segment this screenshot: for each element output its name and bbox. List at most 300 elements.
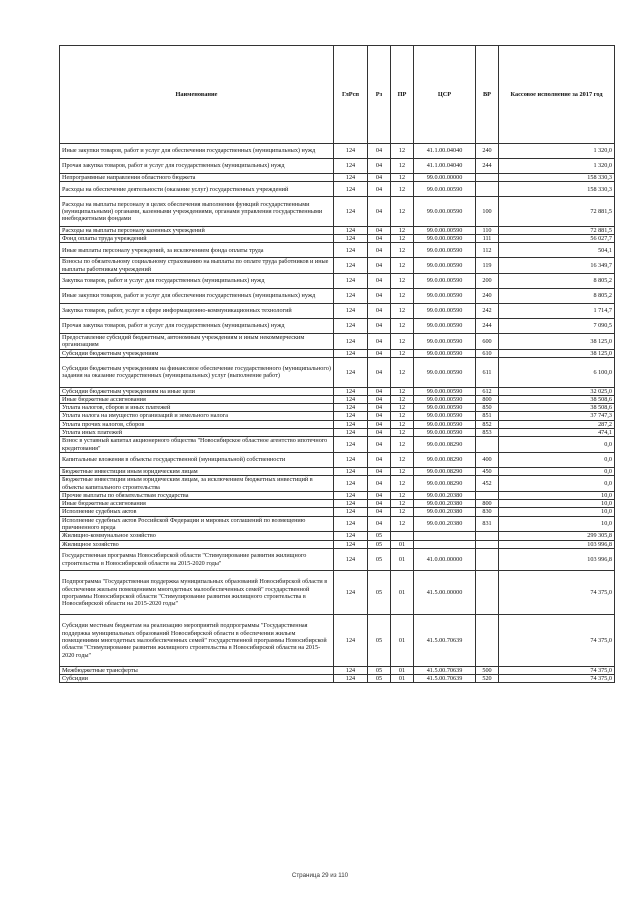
cell-vr [476, 174, 499, 182]
cell-csr: 99.0.00.00590 [414, 235, 476, 243]
cell-name: Взнос в уставный капитал акционерного общества "Новосибирское областное агентство ипотечного кредитования" [60, 437, 334, 453]
cell-pr: 01 [391, 666, 414, 674]
cell-vr: 452 [476, 476, 499, 492]
cell-amount: 6 100,0 [499, 357, 615, 387]
cell-grs: 124 [334, 159, 368, 174]
cell-csr: 99.0.00.00590 [414, 274, 476, 289]
cell-grs: 124 [334, 540, 368, 548]
cell-rz: 04 [368, 467, 391, 475]
cell-vr [476, 548, 499, 570]
cell-pr: 12 [391, 395, 414, 403]
cell-amount: 10,0 [499, 500, 615, 508]
cell-pr: 01 [391, 675, 414, 683]
cell-vr: 240 [476, 144, 499, 159]
cell-name: Непрограммные направления областного бюджета [60, 174, 334, 182]
cell-rz: 04 [368, 226, 391, 234]
cell-vr: 830 [476, 508, 499, 516]
table-row [60, 615, 615, 667]
cell-csr: 41.5.00.00000 [414, 571, 476, 615]
cell-name: Прочая закупка товаров, работ и услуг для государственных (муниципальных) нужд [60, 319, 334, 334]
cell-rz: 05 [368, 615, 391, 667]
cell-rz: 04 [368, 412, 391, 420]
cell-rz: 04 [368, 258, 391, 274]
cell-csr [414, 532, 476, 540]
page-footer: Страница 29 из 110 [291, 872, 349, 879]
cell-vr: 400 [476, 452, 499, 467]
cell-vr: 851 [476, 412, 499, 420]
cell-name: Исполнение судебных актов Российской Федерации и мировых соглашений по возмещению причиненного вреда [60, 516, 334, 532]
cell-name: Иные бюджетные ассигнования [60, 395, 334, 403]
cell-amount: 38 125,0 [499, 349, 615, 357]
cell-pr: 12 [391, 226, 414, 234]
header-name: Наименование [60, 46, 334, 144]
cell-rz: 04 [368, 476, 391, 492]
table-body [60, 144, 615, 683]
cell-grs: 124 [334, 437, 368, 453]
table-row [60, 349, 615, 357]
cell-amount: 38 508,6 [499, 404, 615, 412]
cell-rz: 04 [368, 334, 391, 350]
cell-amount: 0,0 [499, 452, 615, 467]
cell-pr: 12 [391, 387, 414, 395]
cell-vr [476, 491, 499, 499]
cell-rz: 04 [368, 404, 391, 412]
table-row [60, 452, 615, 467]
cell-name: Взносы по обязательному социальному страхованию на выплаты по оплате труда работников и иные выплаты работникам учреждений [60, 258, 334, 274]
cell-csr: 99.0.00.00590 [414, 429, 476, 437]
cell-name: Жилищное хозяйство [60, 540, 334, 548]
cell-pr: 12 [391, 304, 414, 319]
cell-amount: 158 330,3 [499, 182, 615, 197]
table-row [60, 334, 615, 350]
cell-csr: 99.0.00.20380 [414, 491, 476, 499]
cell-name: Расходы на обеспечение деятельности (оказание услуг) государственных учреждений [60, 182, 334, 197]
cell-pr: 12 [391, 491, 414, 499]
cell-grs: 124 [334, 500, 368, 508]
cell-csr: 99.0.00.00590 [414, 304, 476, 319]
cell-amount: 8 805,2 [499, 274, 615, 289]
cell-pr: 12 [391, 197, 414, 227]
cell-pr: 12 [391, 476, 414, 492]
cell-csr: 99.0.00.08290 [414, 452, 476, 467]
cell-grs: 124 [334, 516, 368, 532]
cell-grs: 124 [334, 258, 368, 274]
cell-name: Жилищно-коммунальное хозяйство [60, 532, 334, 540]
cell-pr: 12 [391, 349, 414, 357]
cell-amount: 0,0 [499, 437, 615, 453]
cell-amount: 10,0 [499, 508, 615, 516]
cell-rz: 04 [368, 197, 391, 227]
cell-amount: 7 090,5 [499, 319, 615, 334]
cell-name: Субсидии [60, 675, 334, 683]
cell-rz: 04 [368, 508, 391, 516]
cell-name: Предоставление субсидий бюджетным, автономным учреждениям и иным некоммерческим организациям [60, 334, 334, 350]
table-row [60, 258, 615, 274]
cell-vr: 800 [476, 395, 499, 403]
cell-grs: 124 [334, 476, 368, 492]
cell-grs: 124 [334, 615, 368, 667]
cell-rz: 04 [368, 235, 391, 243]
cell-rz: 04 [368, 319, 391, 334]
table-row [60, 532, 615, 540]
table-row [60, 571, 615, 615]
cell-rz: 05 [368, 540, 391, 548]
cell-csr: 99.0.00.00590 [414, 258, 476, 274]
table-row [60, 395, 615, 403]
cell-grs: 124 [334, 226, 368, 234]
cell-grs: 124 [334, 395, 368, 403]
cell-csr: 99.0.00.00590 [414, 357, 476, 387]
cell-name: Межбюджетные трансферты [60, 666, 334, 674]
table-row [60, 304, 615, 319]
cell-rz: 04 [368, 516, 391, 532]
cell-name: Уплата прочих налогов, сборов [60, 420, 334, 428]
cell-amount: 37 747,3 [499, 412, 615, 420]
cell-grs: 124 [334, 571, 368, 615]
cell-pr: 12 [391, 508, 414, 516]
cell-pr: 12 [391, 258, 414, 274]
cell-csr: 41.0.00.00000 [414, 548, 476, 570]
cell-grs: 124 [334, 334, 368, 350]
table-row [60, 159, 615, 174]
table-row [60, 404, 615, 412]
cell-amount: 474,1 [499, 429, 615, 437]
cell-csr: 99.0.00.00590 [414, 289, 476, 304]
table-row [60, 319, 615, 334]
table-row [60, 174, 615, 182]
cell-rz: 05 [368, 666, 391, 674]
header-csr: ЦСР [414, 46, 476, 144]
cell-amount: 32 025,0 [499, 387, 615, 395]
cell-vr [476, 571, 499, 615]
cell-amount: 10,0 [499, 516, 615, 532]
cell-vr [476, 540, 499, 548]
budget-table [59, 45, 615, 683]
cell-vr: 200 [476, 274, 499, 289]
header-amount: Кассовое исполнение за 2017 год [499, 46, 615, 144]
cell-grs: 124 [334, 144, 368, 159]
cell-pr: 12 [391, 412, 414, 420]
cell-csr: 99.0.00.00590 [414, 404, 476, 412]
cell-pr: 12 [391, 235, 414, 243]
cell-vr: 853 [476, 429, 499, 437]
cell-csr: 99.0.00.00000 [414, 174, 476, 182]
cell-amount: 74 375,0 [499, 615, 615, 667]
table-row [60, 420, 615, 428]
cell-vr: 520 [476, 675, 499, 683]
cell-vr: 852 [476, 420, 499, 428]
cell-name: Закупка товаров, работ, услуг в сфере информационно-коммуникационных технологий [60, 304, 334, 319]
cell-rz: 05 [368, 675, 391, 683]
cell-grs: 124 [334, 491, 368, 499]
cell-vr: 611 [476, 357, 499, 387]
cell-name: Иные закупки товаров, работ и услуг для обеспечения государственных (муниципальных) нужд [60, 289, 334, 304]
cell-name: Фонд оплаты труда учреждений [60, 235, 334, 243]
cell-name: Расходы на выплаты персоналу казенных учреждений [60, 226, 334, 234]
cell-rz: 04 [368, 395, 391, 403]
cell-csr: 99.0.00.00590 [414, 395, 476, 403]
cell-grs: 124 [334, 429, 368, 437]
cell-grs: 124 [334, 387, 368, 395]
cell-name: Прочие выплаты по обязательствам государства [60, 491, 334, 499]
table-row [60, 289, 615, 304]
cell-name: Уплата иных платежей [60, 429, 334, 437]
cell-csr: 99.0.00.08290 [414, 476, 476, 492]
table-row [60, 182, 615, 197]
cell-grs: 124 [334, 420, 368, 428]
cell-grs: 124 [334, 548, 368, 570]
cell-grs: 124 [334, 404, 368, 412]
cell-vr: 244 [476, 159, 499, 174]
cell-grs: 124 [334, 235, 368, 243]
cell-rz: 04 [368, 420, 391, 428]
cell-amount: 74 375,0 [499, 666, 615, 674]
cell-amount: 38 508,6 [499, 395, 615, 403]
cell-name: Субсидии бюджетным учреждениям на финансовое обеспечение государственного (муниципального) задания на оказание государственных (муниципальных) услуг (выполнение работ) [60, 357, 334, 387]
cell-pr: 01 [391, 615, 414, 667]
cell-pr: 12 [391, 429, 414, 437]
cell-pr: 01 [391, 540, 414, 548]
table-row [60, 235, 615, 243]
cell-rz: 04 [368, 452, 391, 467]
cell-csr: 99.0.00.00590 [414, 319, 476, 334]
cell-name: Прочая закупка товаров, работ и услуг для государственных (муниципальных) нужд [60, 159, 334, 174]
cell-csr: 41.5.00.70639 [414, 675, 476, 683]
cell-rz: 04 [368, 429, 391, 437]
table-row [60, 144, 615, 159]
cell-csr: 99.0.00.08290 [414, 467, 476, 475]
cell-amount: 299 305,8 [499, 532, 615, 540]
cell-pr: 12 [391, 144, 414, 159]
cell-csr: 99.0.00.00590 [414, 182, 476, 197]
cell-csr: 99.0.00.20380 [414, 516, 476, 532]
cell-csr: 99.0.00.00590 [414, 197, 476, 227]
cell-amount: 8 805,2 [499, 289, 615, 304]
table-row [60, 357, 615, 387]
cell-pr: 12 [391, 182, 414, 197]
header-rz: Рз [368, 46, 391, 144]
cell-grs: 124 [334, 182, 368, 197]
cell-csr: 41.1.00.04040 [414, 159, 476, 174]
table-row [60, 226, 615, 234]
cell-pr: 12 [391, 274, 414, 289]
table-row [60, 675, 615, 683]
cell-csr: 99.0.00.20380 [414, 500, 476, 508]
cell-vr: 100 [476, 197, 499, 227]
cell-grs: 124 [334, 412, 368, 420]
cell-amount: 72 881,5 [499, 226, 615, 234]
cell-vr: 110 [476, 226, 499, 234]
cell-grs: 124 [334, 319, 368, 334]
cell-name: Государственная программа Новосибирской области "Стимулирование развития жилищного строительства в Новосибирской области на 2015-2020 годы" [60, 548, 334, 570]
cell-name: Закупка товаров, работ и услуг для государственных (муниципальных) нужд [60, 274, 334, 289]
cell-csr: 41.1.00.04040 [414, 144, 476, 159]
cell-pr: 12 [391, 420, 414, 428]
cell-grs: 124 [334, 532, 368, 540]
cell-vr: 244 [476, 319, 499, 334]
cell-amount: 16 349,7 [499, 258, 615, 274]
cell-vr [476, 437, 499, 453]
cell-csr: 99.0.00.00590 [414, 243, 476, 258]
cell-name: Бюджетные инвестиции иным юридическим лицам [60, 467, 334, 475]
cell-rz: 05 [368, 532, 391, 540]
table-row [60, 666, 615, 674]
cell-pr: 12 [391, 319, 414, 334]
cell-pr: 12 [391, 500, 414, 508]
cell-name: Исполнение судебных актов [60, 508, 334, 516]
cell-pr: 12 [391, 174, 414, 182]
cell-amount: 0,0 [499, 467, 615, 475]
cell-pr: 12 [391, 334, 414, 350]
cell-pr: 12 [391, 516, 414, 532]
cell-vr: 800 [476, 500, 499, 508]
cell-name: Иные закупки товаров, работ и услуг для обеспечения государственных (муниципальных) нужд [60, 144, 334, 159]
cell-vr: 119 [476, 258, 499, 274]
cell-pr: 12 [391, 467, 414, 475]
cell-grs: 124 [334, 452, 368, 467]
cell-name: Расходы на выплаты персоналу в целях обеспечения выполнения функций государственными (муниципальными) органами, казенными учреждениями, органами управления государственными внебюджетными фондами [60, 197, 334, 227]
cell-amount: 74 375,0 [499, 675, 615, 683]
cell-csr: 99.0.00.00590 [414, 387, 476, 395]
table-row [60, 540, 615, 548]
cell-csr: 99.0.00.00590 [414, 334, 476, 350]
cell-grs: 124 [334, 357, 368, 387]
cell-vr: 450 [476, 467, 499, 475]
cell-pr: 12 [391, 159, 414, 174]
cell-rz: 04 [368, 289, 391, 304]
table-row [60, 548, 615, 570]
table-row [60, 387, 615, 395]
cell-rz: 04 [368, 491, 391, 499]
cell-csr: 99.0.00.00590 [414, 226, 476, 234]
cell-name: Капитальные вложения в объекты государственной (муниципальной) собственности [60, 452, 334, 467]
cell-name: Уплата налога на имущество организаций и земельного налога [60, 412, 334, 420]
cell-grs: 124 [334, 304, 368, 319]
cell-pr [391, 532, 414, 540]
cell-vr: 610 [476, 349, 499, 357]
cell-rz: 04 [368, 144, 391, 159]
cell-amount: 72 881,5 [499, 197, 615, 227]
cell-vr [476, 615, 499, 667]
table-row [60, 243, 615, 258]
table-row [60, 429, 615, 437]
cell-pr: 12 [391, 437, 414, 453]
document-page [59, 45, 614, 683]
cell-amount: 10,0 [499, 491, 615, 499]
cell-grs: 124 [334, 467, 368, 475]
cell-rz: 04 [368, 304, 391, 319]
cell-vr: 831 [476, 516, 499, 532]
cell-name: Субсидии бюджетным учреждениям на иные цели [60, 387, 334, 395]
table-row [60, 274, 615, 289]
cell-rz: 04 [368, 243, 391, 258]
cell-name: Субсидии местным бюджетам на реализацию мероприятий подпрограммы "Государственная поддержка муниципальных образований Новосибирской области в обеспечении жильем помещениями многодетных малообеспеченных семей" государственной программы Новосибирской области "Стимулирование развития жилищного строительства в Новосибирской области на 2015-2020 годы" [60, 615, 334, 667]
cell-amount: 38 125,0 [499, 334, 615, 350]
cell-vr: 600 [476, 334, 499, 350]
cell-pr: 12 [391, 452, 414, 467]
cell-amount: 0,0 [499, 476, 615, 492]
cell-vr: 612 [476, 387, 499, 395]
cell-amount: 287,2 [499, 420, 615, 428]
header-vr: ВР [476, 46, 499, 144]
cell-vr [476, 182, 499, 197]
cell-rz: 04 [368, 182, 391, 197]
table-row [60, 467, 615, 475]
cell-rz: 05 [368, 548, 391, 570]
cell-name: Уплата налогов, сборов и иных платежей [60, 404, 334, 412]
cell-vr: 111 [476, 235, 499, 243]
cell-amount: 504,1 [499, 243, 615, 258]
cell-grs: 124 [334, 508, 368, 516]
cell-pr: 01 [391, 571, 414, 615]
table-row [60, 491, 615, 499]
header-grs: ГлРсп [334, 46, 368, 144]
cell-rz: 04 [368, 357, 391, 387]
cell-amount: 1 320,0 [499, 159, 615, 174]
cell-csr: 99.0.00.00590 [414, 412, 476, 420]
cell-name: Бюджетные инвестиции иным юридическим лицам, за исключением бюджетных инвестиций в объекты капитального строительства [60, 476, 334, 492]
cell-vr: 500 [476, 666, 499, 674]
cell-vr [476, 532, 499, 540]
cell-csr: 41.5.00.70639 [414, 615, 476, 667]
cell-amount: 1 320,0 [499, 144, 615, 159]
cell-amount: 1 714,7 [499, 304, 615, 319]
cell-csr [414, 540, 476, 548]
cell-rz: 04 [368, 437, 391, 453]
cell-vr: 242 [476, 304, 499, 319]
cell-csr: 99.0.00.00590 [414, 420, 476, 428]
table-row [60, 197, 615, 227]
cell-amount: 56 027,7 [499, 235, 615, 243]
cell-amount: 74 375,0 [499, 571, 615, 615]
cell-grs: 124 [334, 197, 368, 227]
header-pr: ПР [391, 46, 414, 144]
cell-pr: 12 [391, 289, 414, 304]
cell-grs: 124 [334, 274, 368, 289]
cell-amount: 158 330,3 [499, 174, 615, 182]
cell-grs: 124 [334, 666, 368, 674]
cell-pr: 01 [391, 548, 414, 570]
table-row [60, 500, 615, 508]
cell-csr: 99.0.00.20380 [414, 508, 476, 516]
table-row [60, 476, 615, 492]
table-row [60, 516, 615, 532]
cell-grs: 124 [334, 243, 368, 258]
cell-csr: 99.0.00.08290 [414, 437, 476, 453]
cell-name: Подпрограмма "Государственная поддержка муниципальных образований Новосибирской области в обеспечении жильем помещениями многодетных малообеспеченных семей" государственной программы Новосибирской области "Стимулирование развития жилищного строительства в Новосибирской области на 2015-2020 годы" [60, 571, 334, 615]
cell-amount: 103 996,8 [499, 548, 615, 570]
cell-rz: 04 [368, 500, 391, 508]
cell-rz: 04 [368, 174, 391, 182]
cell-pr: 12 [391, 243, 414, 258]
cell-grs: 124 [334, 174, 368, 182]
cell-pr: 12 [391, 404, 414, 412]
table-header-row [60, 46, 615, 144]
cell-grs: 124 [334, 675, 368, 683]
cell-vr: 112 [476, 243, 499, 258]
cell-vr: 240 [476, 289, 499, 304]
cell-grs: 124 [334, 289, 368, 304]
cell-rz: 05 [368, 571, 391, 615]
cell-rz: 04 [368, 274, 391, 289]
cell-pr: 12 [391, 357, 414, 387]
table-row [60, 508, 615, 516]
cell-name: Субсидии бюджетным учреждениям [60, 349, 334, 357]
table-row [60, 412, 615, 420]
cell-rz: 04 [368, 159, 391, 174]
cell-name: Иные выплаты персоналу учреждений, за исключением фонда оплаты труда [60, 243, 334, 258]
cell-grs: 124 [334, 349, 368, 357]
